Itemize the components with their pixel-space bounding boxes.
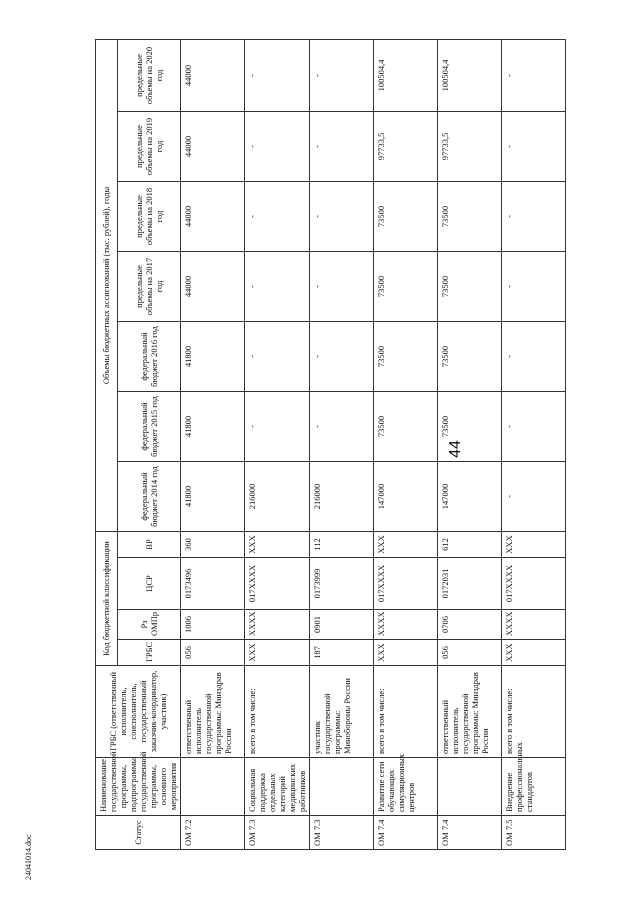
cell-vr: 360 [181, 531, 245, 557]
cell-gr: XXX [502, 640, 566, 666]
cell-2017: 73500 [438, 251, 502, 321]
cell-rz: XXXX [245, 610, 310, 640]
header-name: Наименование государственной программы, подпрограммы государственной программы, основного мероприятия [96, 758, 181, 816]
cell-2016: 73500 [438, 321, 502, 391]
cell-csr: 0173496 [181, 558, 245, 610]
cell-2015: - [502, 391, 566, 461]
cell-gr: 187 [310, 640, 374, 666]
cell-2019: - [245, 111, 310, 181]
cell-csr: 017XXXX [245, 558, 310, 610]
cell-rz: 0901 [310, 610, 374, 640]
cell-2014: 147000 [374, 461, 438, 531]
cell-2015: 73500 [438, 391, 502, 461]
header-grbs: ГРБС (ответственный исполнитель, соисполнитель, государственный заказчик-координатор, участник) [96, 666, 181, 758]
header-code-group: Код бюджетной классификации [96, 531, 118, 665]
cell-gr: 056 [438, 640, 502, 666]
cell-2017: - [502, 251, 566, 321]
cell-2016: - [502, 321, 566, 391]
cell-name: Внедрение профессиональных стандартов [502, 758, 566, 816]
cell-vr: XXX [502, 531, 566, 557]
cell-gr: XXX [245, 640, 310, 666]
cell-2020: - [245, 39, 310, 111]
cell-2019: 97733,5 [438, 111, 502, 181]
cell-2018: - [310, 181, 374, 251]
budget-table [95, 39, 566, 850]
cell-2020: 44000 [181, 39, 245, 111]
cell-2014: 41800 [181, 461, 245, 531]
cell-grbs: всего в том числе: [374, 666, 438, 758]
cell-2020: 100504,4 [374, 39, 438, 111]
cell-2016: 73500 [374, 321, 438, 391]
cell-2018: 73500 [374, 181, 438, 251]
cell-grbs: участник государственной программы: Минобороны России [310, 666, 374, 758]
page-number: 44 [447, 440, 464, 458]
cell-rz: XXXX [502, 610, 566, 640]
cell-2017: - [245, 251, 310, 321]
cell-gr: 056 [181, 640, 245, 666]
cell-grbs: ответственный исполнитель государственной программы: Минздрав России [181, 666, 245, 758]
cell-2017: 73500 [374, 251, 438, 321]
footer-filename: 24041014.doc [24, 834, 33, 880]
header-2017: предельные объемы на 2017 год [117, 251, 180, 321]
cell-2018: - [502, 181, 566, 251]
header-2020: предельные объемы на 2020 год [117, 39, 180, 111]
cell-2016: - [245, 321, 310, 391]
header-rz: Рз ОМПр [117, 610, 180, 640]
cell-2014: 216000 [245, 461, 310, 531]
cell-2015: 73500 [374, 391, 438, 461]
cell-2014: 216000 [310, 461, 374, 531]
cell-2019: - [502, 111, 566, 181]
cell-name: Социальная поддержка отдельных категорий медицинских работников [245, 758, 310, 816]
cell-2014: 147000 [438, 461, 502, 531]
cell-csr: 017XXXX [374, 558, 438, 610]
cell-2020: - [310, 39, 374, 111]
cell-vr: 612 [438, 531, 502, 557]
cell-status: ОМ 7.4 [374, 816, 438, 850]
cell-2016: - [310, 321, 374, 391]
header-status: Статус [96, 816, 181, 850]
table-row [245, 39, 310, 849]
cell-2019: - [310, 111, 374, 181]
cell-gr: XXX [374, 640, 438, 666]
header-2014: федеральный бюджет 2014 год [117, 461, 180, 531]
cell-rz: 1006 [181, 610, 245, 640]
cell-2019: 44000 [181, 111, 245, 181]
cell-2015: 41800 [181, 391, 245, 461]
cell-name [181, 758, 245, 816]
cell-2014: - [502, 461, 566, 531]
header-vr: ВР [117, 531, 180, 557]
cell-grbs: всего в том числе: [245, 666, 310, 758]
cell-status: ОМ 7.4 [438, 816, 502, 850]
cell-grbs: всего в том числе: [502, 666, 566, 758]
cell-status: ОМ 7.5 [502, 816, 566, 850]
cell-vr: 112 [310, 531, 374, 557]
table-row [310, 39, 374, 849]
table-row [502, 39, 566, 849]
table-row [374, 39, 438, 849]
cell-status: ОМ 7.3 [310, 816, 374, 850]
cell-vr: XXX [374, 531, 438, 557]
cell-2018: - [245, 181, 310, 251]
cell-status: ОМ 7.2 [181, 816, 245, 850]
header-2018: предельные объемы на 2018 год [117, 181, 180, 251]
header-budget-group: Объемы бюджетных ассигнований (тыс. рублей), годы [96, 39, 118, 531]
header-csr: ЦСР [117, 558, 180, 610]
cell-rz: 0706 [438, 610, 502, 640]
cell-csr: 0173999 [310, 558, 374, 610]
budget-table-rotated [95, 40, 605, 850]
cell-status: ОМ 7.3 [245, 816, 310, 850]
cell-2018: 44000 [181, 181, 245, 251]
cell-2015: - [310, 391, 374, 461]
cell-2017: - [310, 251, 374, 321]
cell-2020: 100504,4 [438, 39, 502, 111]
table-row [181, 39, 245, 849]
cell-2015: - [245, 391, 310, 461]
header-2016: федеральный бюджет 2016 год [117, 321, 180, 391]
cell-name [310, 758, 374, 816]
cell-vr: XXX [245, 531, 310, 557]
cell-2016: 41800 [181, 321, 245, 391]
cell-2020: - [502, 39, 566, 111]
cell-2018: 73500 [438, 181, 502, 251]
cell-2019: 97733,5 [374, 111, 438, 181]
cell-name [438, 758, 502, 816]
cell-2017: 44000 [181, 251, 245, 321]
cell-rz: XXXX [374, 610, 438, 640]
cell-name: Развитие сети обучающих симуляционных центров [374, 758, 438, 816]
header-2019: предельные объемы на 2019 год [117, 111, 180, 181]
cell-csr: 0172031 [438, 558, 502, 610]
cell-csr: 017XXXX [502, 558, 566, 610]
table-row [438, 39, 502, 849]
header-grbs-code: ГРБС [117, 640, 180, 666]
cell-grbs: ответственный исполнитель государственной программы: Минздрав России [438, 666, 502, 758]
header-2015: федеральный бюджет 2015 год [117, 391, 180, 461]
